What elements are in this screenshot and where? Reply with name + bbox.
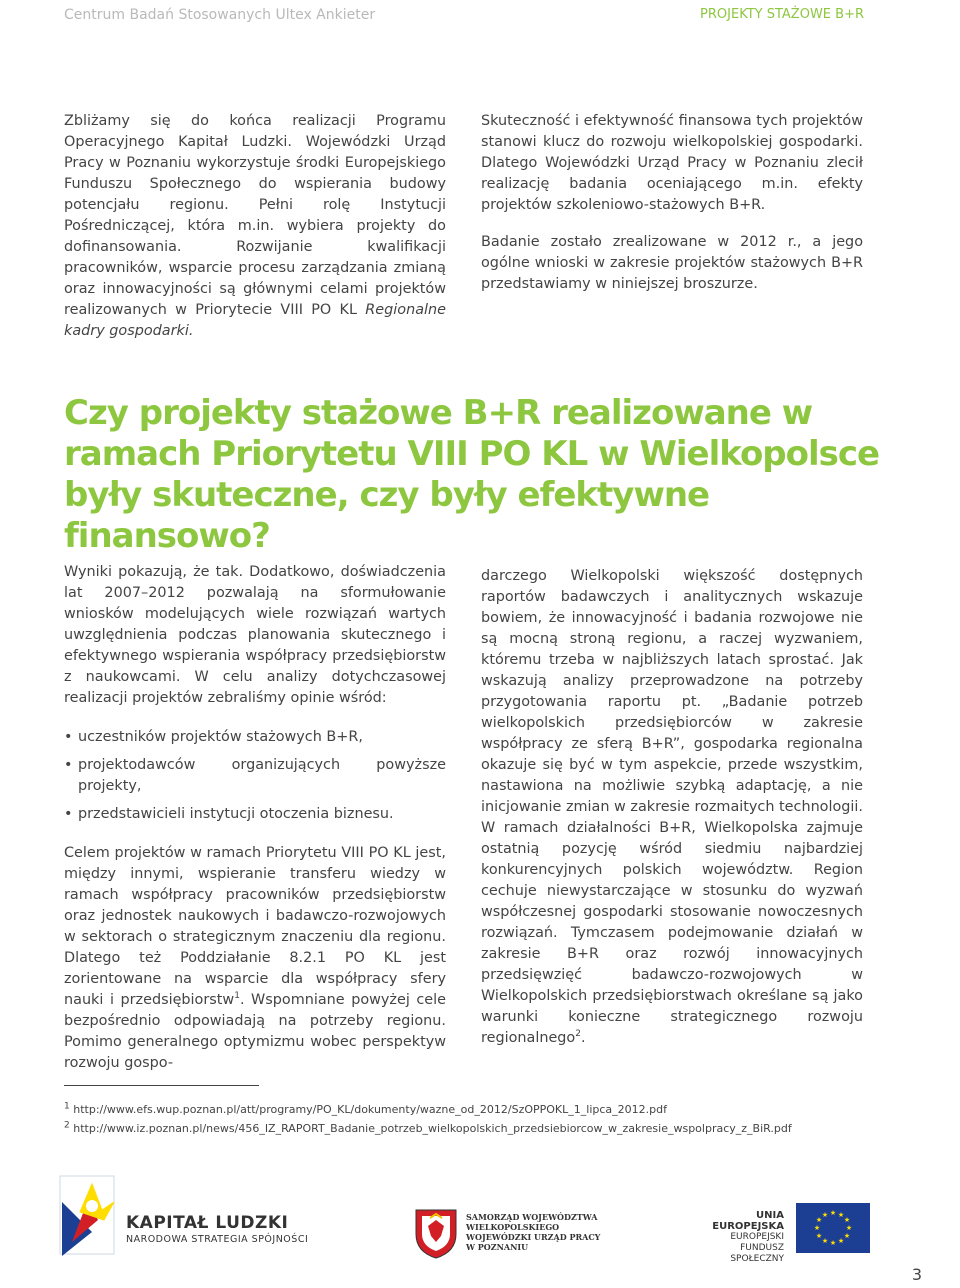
- eu-title: UNIA EUROPEJSKA: [712, 1210, 784, 1232]
- respondents-list: [64, 727, 446, 825]
- svg-text:★: ★: [837, 1237, 845, 1245]
- footnote-link[interactable]: http://www.iz.poznan.pl/news/456_IZ_RAPORT_Badanie_potrzeb_wielkopolskich_przedsiebiorcow_w_zakresie_wspolpracy_z_BiR.pdf: [73, 1122, 792, 1135]
- list-item: • projektodawców organizujących powyższe projekty,: [64, 755, 446, 797]
- svg-text:★: ★: [815, 1216, 823, 1224]
- footnote-link[interactable]: http://www.efs.wup.poznan.pl/att/programy/PO_KL/dokumenty/wazne_od_2012/SzOPPOKL_1_lipca_2012.pdf: [73, 1103, 667, 1116]
- body-column-right: [481, 566, 863, 1049]
- region-paragraph: darczego Wielkopolski większość dostępnych raportów badawczych i analitycznych wskazuje bowiem, że innowacyjność i badania rozwojowe nie są mocną stroną regionu, a raczej wyzwaniem, któremu trzeba w najbliższych latach sprostać. Jak wskazują analizy przeprowadzone na potrzeby przygotowania raportu pt. „Badanie potrzeb wielkopolskich przedsiębiorców w zakresie współpracy ze sferą B+R”, gospodarka regionalna okazuje się być w tym aspekcie, przede wszystkim, nastawiona na możliwie szybką adaptację, a nie inicjowanie zmian w zakresie rozmaitych technologii. W ramach działalności B+R, Wielkopolska zajmuje ostatnią pozycję wśród siedmiu najbardziej konkurencyjnych polskich województw. Region cechuje niewystarczające w stosunku do wyzwań współczesnej gospodarki stosowanie nowoczesnych rozwiązań. Tymczasem podejmowanie działań w zakresie B+R oraz rozwój innowacyjnych przedsięwzięć badawczo-rozwojowych w Wielkopolskich przedsiębiorstwach określane są jako warunki konieczne strategicznego rozwoju regionalnego$^2$.: [481, 568, 863, 1046]
- body-column-left: [64, 562, 446, 1074]
- intro-paragraph: Zbliżamy się do końca realizacji Programu Operacyjnego Kapitał Ludzki. Wojewódzki Urząd Pracy w Poznaniu wykorzystuje środki Europejskiego Funduszu Społecznego do wspierania budowy potencjału regionu. Pełni rolę Instytucji Pośredniczącej, która m.in. wybiera projekty do dofinansowania. Rozwijanie kwalifikacji pracowników, wsparcie procesu zarządzania zmianą oraz innowacyjności są głównymi celami projektów realizowanych w Priorytecie VIII PO KL Regionalne kadry gospodarki.: [64, 113, 446, 339]
- kapital-ludzki-logo-icon: [58, 1172, 120, 1258]
- svg-text:★: ★: [843, 1216, 851, 1224]
- footnote-2: $^2$ http://www.iz.poznan.pl/news/456_IZ_RAPORT_Badanie_potrzeb_wielkopolskich_przedsiebiorcow_w_zakresie_wspolpracy_z_BiR.pdf: [64, 1120, 792, 1135]
- intro-paragraph-efficiency: Skuteczność i efektywność finansowa tych projektów stanowi klucz do rozwoju wielkopolskiej gospodarki. Dlatego Wojewódzki Urząd Pracy w Poznaniu zlecił realizację badania oceniającego m.in. efekty projektów szkoleniowo-stażowych B+R.: [481, 113, 863, 213]
- goals-paragraph: Celem projektów w ramach Priorytetu VIII PO KL jest, między innymi, wspieranie transferu wiedzy w ramach współpracy pracowników przedsiębiorstw oraz jednostek naukowych i badawczo-rozwojowych w sektorach o strategicznym znaczeniu dla regionu. Dlatego też Poddziałanie 8.2.1 PO KL jest zorientowane na wsparcie dla współpracy sfery nauki i przedsiębiorstw$^1$. Wspomniane powyżej cele bezpośrednio odpowiadają na potrzeby regionu. Pomimo generalnego optymizmu wobec perspektyw rozwoju gospo-: [64, 845, 446, 1071]
- svg-text:★: ★: [845, 1224, 853, 1232]
- svg-text:★: ★: [829, 1209, 837, 1217]
- footnote-ref-2[interactable]: 2: [575, 1029, 581, 1040]
- wielkopolska-crest-icon: [414, 1208, 458, 1260]
- kl-title: KAPITAŁ LUDZKI: [126, 1213, 289, 1233]
- intro-column-right: [481, 111, 863, 295]
- intro-column-left: [64, 111, 446, 342]
- header-org-name: Centrum Badań Stosowanych Ultex Ankieter: [64, 7, 376, 23]
- eu-flag-icon: [796, 1203, 870, 1253]
- intro-paragraph-study: Badanie zostało zrealizowane w 2012 r., a jego ogólne wnioski w zakresie projektów stażowych B+R przedstawiamy w niniejszej broszurze.: [481, 234, 863, 292]
- kl-subtitle: NARODOWA STRATEGIA SPÓJNOŚCI: [126, 1234, 309, 1245]
- svg-text:★: ★: [815, 1232, 823, 1240]
- wup-text: SAMORZĄD WOJEWÓDZTWA WIELKOPOLSKIEGO WOJEWÓDZKI URZĄD PRACY W POZNANIU: [466, 1212, 601, 1252]
- svg-text:★: ★: [829, 1239, 837, 1247]
- footnote-1: $^1$ http://www.efs.wup.poznan.pl/att/programy/PO_KL/dokumenty/wazne_od_2012/SzOPPOKL_1_lipca_2012.pdf: [64, 1101, 667, 1116]
- list-item: • przedstawicieli instytucji otoczenia biznesu.: [64, 804, 446, 825]
- results-paragraph: Wyniki pokazują, że tak. Dodatkowo, doświadczenia lat 2007–2012 pozwalają na sformułowanie wniosków modelujących wiele rozwiązań wartych uwzględnienia podczas planowania skutecznego i efektywnego wspierania współpracy przedsiębiorstw z naukowcami. W celu analizy dotychczasowej realizacji projektów zebraliśmy opinie wśród:: [64, 564, 446, 706]
- main-heading: Czy projekty stażowe B+R realizowane w ramach Priorytetu VIII PO KL w Wielkopolsce były skuteczne, czy były efektywne finansowo?: [64, 393, 880, 556]
- list-item: • uczestników projektów stażowych B+R,: [64, 727, 446, 748]
- svg-text:★: ★: [813, 1224, 821, 1232]
- header-section-title: PROJEKTY STAŻOWE B+R: [700, 7, 864, 22]
- page-number: 3: [911, 1265, 922, 1284]
- svg-text:★: ★: [821, 1237, 829, 1245]
- footnote-divider: [64, 1085, 259, 1086]
- footnote-ref-1[interactable]: 1: [234, 991, 240, 1002]
- kapital-ludzki-text: [126, 1213, 308, 1245]
- svg-text:★: ★: [843, 1232, 851, 1240]
- svg-text:★: ★: [837, 1211, 845, 1219]
- eu-text: UNIA EUROPEJSKA EUROPEJSKI FUNDUSZ SPOŁECZNY: [684, 1210, 784, 1265]
- svg-text:★: ★: [821, 1211, 829, 1219]
- programme-name: Regionalne kadry gospodarki.: [64, 302, 446, 339]
